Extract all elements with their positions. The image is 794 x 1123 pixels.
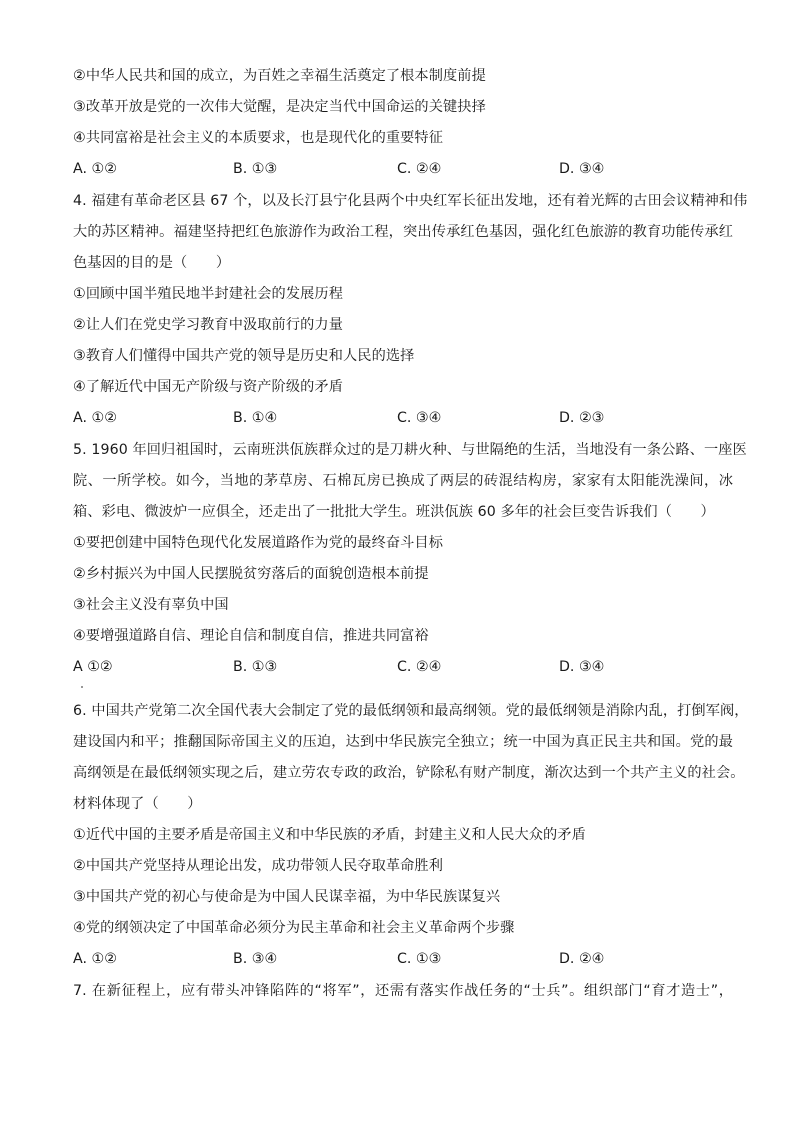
question-6-stem: 6. 中国共产党第二次全国代表大会制定了党的最低纲领和最高纲领。党的最低纲领是消除内乱，打倒军阀， xyxy=(73,703,749,719)
option-line: ②让人们在党史学习教育中汲取前行的力量 xyxy=(73,317,343,333)
option-line: ①近代中国的主要矛盾是帝国主义和中华民族的矛盾，封建主义和人民大众的矛盾 xyxy=(73,827,586,843)
choice-c: C. ①③ xyxy=(397,951,442,967)
question-6-stem: 材料体现了（ ） xyxy=(73,796,202,812)
question-4-stem: 色基因的目的是（ ） xyxy=(73,255,231,271)
scan-speck xyxy=(81,686,83,688)
question-6-stem: 建设国内和平；推翻国际帝国主义的压迫，达到中华民族完全独立；统一中国为真正民主共和国。党的最 xyxy=(73,734,733,750)
option-line: ④了解近代中国无产阶级与资产阶级的矛盾 xyxy=(73,379,343,395)
choice-a: A. ①② xyxy=(73,951,117,967)
choice-c: C. ③④ xyxy=(397,410,442,426)
question-4-stem: 4. 福建有革命老区县 67 个，以及长汀县宁化县两个中央红军长征出发地，还有着光辉的古田会议精神和伟 xyxy=(73,193,748,209)
question-5-stem: 院、一所学校。如今，当地的茅草房、石棉瓦房已换成了两层的砖混结构房，家家有太阳能洗澡间，冰 xyxy=(73,473,733,489)
option-line: ①回顾中国半殖民地半封建社会的发展历程 xyxy=(73,286,343,302)
question-4-stem: 大的苏区精神。福建坚持把红色旅游作为政治工程，突出传承红色基因，强化红色旅游的教育功能传承红 xyxy=(73,224,733,240)
choice-a: A. ①② xyxy=(73,161,117,177)
option-line: ④党的纲领决定了中国革命必须分为民主革命和社会主义革命两个步骤 xyxy=(73,920,515,936)
option-line: ④共同富裕是社会主义的本质要求，也是现代化的重要特征 xyxy=(73,130,444,146)
choice-b: B. ③④ xyxy=(233,951,278,967)
choice-c: C. ②④ xyxy=(397,161,442,177)
choice-d: D. ②④ xyxy=(559,951,605,967)
choice-c: C. ②④ xyxy=(397,659,442,675)
option-line: ①要把创建中国特色现代化发展道路作为党的最终奋斗目标 xyxy=(73,535,444,551)
choice-d: D. ③④ xyxy=(559,161,605,177)
choice-d: D. ③④ xyxy=(559,659,605,675)
answer-choices-q3 xyxy=(73,159,733,179)
question-5-stem: 5. 1960 年回归祖国时，云南班洪佤族群众过的是刀耕火种、与世隔绝的生活，当地没有一条公路、一座医 xyxy=(73,442,747,458)
choice-a: A ①② xyxy=(73,659,113,675)
choice-b: B. ①④ xyxy=(233,410,278,426)
option-line: ③社会主义没有辜负中国 xyxy=(73,597,229,613)
option-line: ②中华人民共和国的成立，为百姓之幸福生活奠定了根本制度前提 xyxy=(73,68,486,84)
option-line: ②中国共产党坚持从理论出发，成功带领人民夺取革命胜利 xyxy=(73,858,444,874)
question-7-stem: 7. 在新征程上，应有带头冲锋陷阵的“将军”，还需有落实作战任务的“士兵”。组织部门“育才造士”， xyxy=(73,983,733,999)
option-line: ③中国共产党的初心与使命是为中国人民谋幸福，为中华民族谋复兴 xyxy=(73,889,501,905)
question-6-stem: 高纲领是在最低纲领实现之后，建立劳农专政的政治，铲除私有财产制度，渐次达到一个共产主义的社会。 xyxy=(73,765,745,781)
answer-choices-q6 xyxy=(73,949,733,969)
question-5-stem: 箱、彩电、微波炉一应俱全，还走出了一批批大学生。班洪佤族 60 多年的社会巨变告诉我们（ ） xyxy=(73,504,715,520)
choice-b: B. ①③ xyxy=(233,659,278,675)
choice-b: B. ①③ xyxy=(233,161,278,177)
option-line: ③改革开放是党的一次伟大觉醒，是决定当代中国命运的关键抉择 xyxy=(73,99,486,115)
choice-d: D. ②③ xyxy=(559,410,605,426)
option-line: ③教育人们懂得中国共产党的领导是历史和人民的选择 xyxy=(73,348,415,364)
option-line: ④要增强道路自信、理论自信和制度自信，推进共同富裕 xyxy=(73,628,429,644)
answer-choices-q4 xyxy=(73,408,733,428)
answer-choices-q5 xyxy=(73,657,733,677)
option-line: ②乡村振兴为中国人民摆脱贫穷落后的面貌创造根本前提 xyxy=(73,566,429,582)
choice-a: A. ①② xyxy=(73,410,117,426)
